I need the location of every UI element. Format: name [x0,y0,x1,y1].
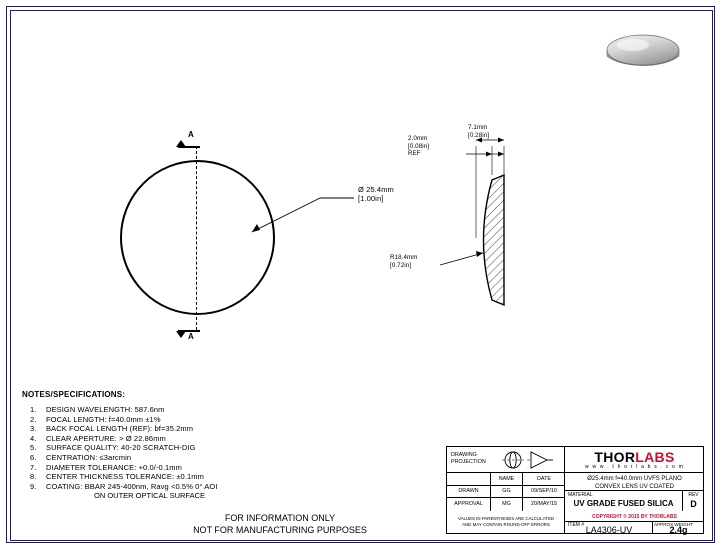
lens-3d-render [599,26,687,82]
note-item [22,443,442,453]
revision-header: REV [688,492,699,498]
note-item [22,463,442,473]
note-text: CENTER THICKNESS TOLERANCE: ±0.1mm [46,472,204,482]
date-cell: 09/SEP/10 [531,488,557,495]
approvals-table [447,473,565,511]
note-text: DIAMETER TOLERANCE: +0.0/-0.1mm [46,462,182,472]
material-header: MATERIAL [568,492,593,498]
title-block-right [565,447,704,511]
note-text: CENTRATION: ≤3arcmin [46,452,132,462]
note-text: COATING: BBAR 245-400nm, Ravg <0.5% 0° AOI [46,481,218,491]
note-item [22,453,442,463]
approx-weight-cell [653,522,704,534]
first-angle-projection-icon [497,449,561,471]
item-number-cell [565,522,653,534]
diameter-dimension-label: Ø 25.4mm [1.00in] [358,185,394,203]
roundoff-warning-cell: VALUES IN PARENTHESES ARE CALCULATED AND MAY CONTAIN ROUND-OFF ERRORS [447,511,565,534]
approvals-role-header [447,473,491,485]
section-view [380,120,620,320]
note-number: 5. [30,443,37,453]
note-number: 3. [30,424,37,434]
date-cell: 20/MAY/15 [530,500,558,507]
item-number-header: ITEM # [568,522,585,528]
approvals-header-row [447,473,565,486]
revision-value: D [690,499,697,509]
note-item [22,415,442,425]
note-text: BACK FOCAL LENGTH (REF): bf=35.2mm [46,424,194,434]
section-arrow-top-icon [176,140,186,147]
note-text: SURFACE QUALITY: 40-20 SCRATCH-DIG [46,443,196,453]
name-cell: GG [491,486,523,498]
part-description: Ø25.4mm f=40.0mm UVFS PLANO CONVEX LENS UV COATED [565,473,704,491]
notes-list [22,405,442,491]
approvals-row-approval [447,498,565,511]
section-label-bottom: A [188,332,194,341]
item-number-value: LA4306-UV [585,525,633,535]
note-text: FOCAL LENGTH: f=40.0mm ±1% [46,414,161,424]
note-text: CLEAR APERTURE: > Ø 22.86mm [46,433,166,443]
role-cell: APPROVAL [447,498,491,511]
note-item [22,405,442,415]
logo-url: w w w . t h o r l a b s . c o m [585,464,684,470]
diameter-leader-line [250,185,394,234]
note-text: DESIGN WAVELENGTH: 587.6nm [46,405,165,414]
title-block-left [447,447,565,511]
section-center-line [196,146,197,330]
note-number: 6. [30,452,37,462]
note-number: 1. [30,405,37,414]
radius-dimension: R18.4mm [0.72in] [390,254,418,269]
logo-labs-text: LABS [635,449,675,465]
note-item [22,424,442,434]
notes-section [22,390,442,501]
note-number: 8. [30,472,37,482]
disclaimer-text: FOR INFORMATION ONLY NOT FOR MANUFACTURING PURPOSES [193,513,367,535]
note-number: 4. [30,433,37,443]
section-arrow-bottom-icon [176,331,186,338]
title-block [446,446,704,534]
center-thickness-dimension: 7.1mm [0.28in] [468,124,490,139]
note-number: 2. [30,414,37,424]
approvals-row-drawn [447,486,565,499]
front-view [120,130,394,341]
edge-thickness-dimension: 2.0mm [0.08in] REF [408,135,430,158]
notes-title: NOTES/SPECIFICATIONS: [22,390,126,399]
approvals-date-header: DATE [537,475,551,482]
role-cell: DRAWN [447,486,491,498]
material-cell [565,491,704,511]
approx-weight-header: APPROX WEIGHT [654,522,693,527]
name-cell: MG [491,498,523,511]
copyright-text: COPYRIGHT © 2015 BY THORLABS [592,513,677,520]
note-number: 9. [30,481,37,491]
thorlabs-logo [565,447,704,473]
note-item [22,434,442,444]
copyright-cell [565,511,704,522]
note-item [22,482,442,492]
material-value: UV GRADE FUSED SILICA [573,499,674,508]
approvals-name-header: NAME [491,473,523,485]
notes-subnote: ON OUTER OPTICAL SURFACE [94,491,205,501]
projection-cell [447,447,565,473]
note-number: 7. [30,462,37,472]
note-item [22,472,442,482]
logo-thor-text: THOR [594,449,636,465]
section-label-top: A [188,130,194,139]
approx-weight-value: 2.4g [669,525,688,535]
revision-cell [682,491,704,511]
projection-label: DRAWING PROJECTION [451,452,486,465]
